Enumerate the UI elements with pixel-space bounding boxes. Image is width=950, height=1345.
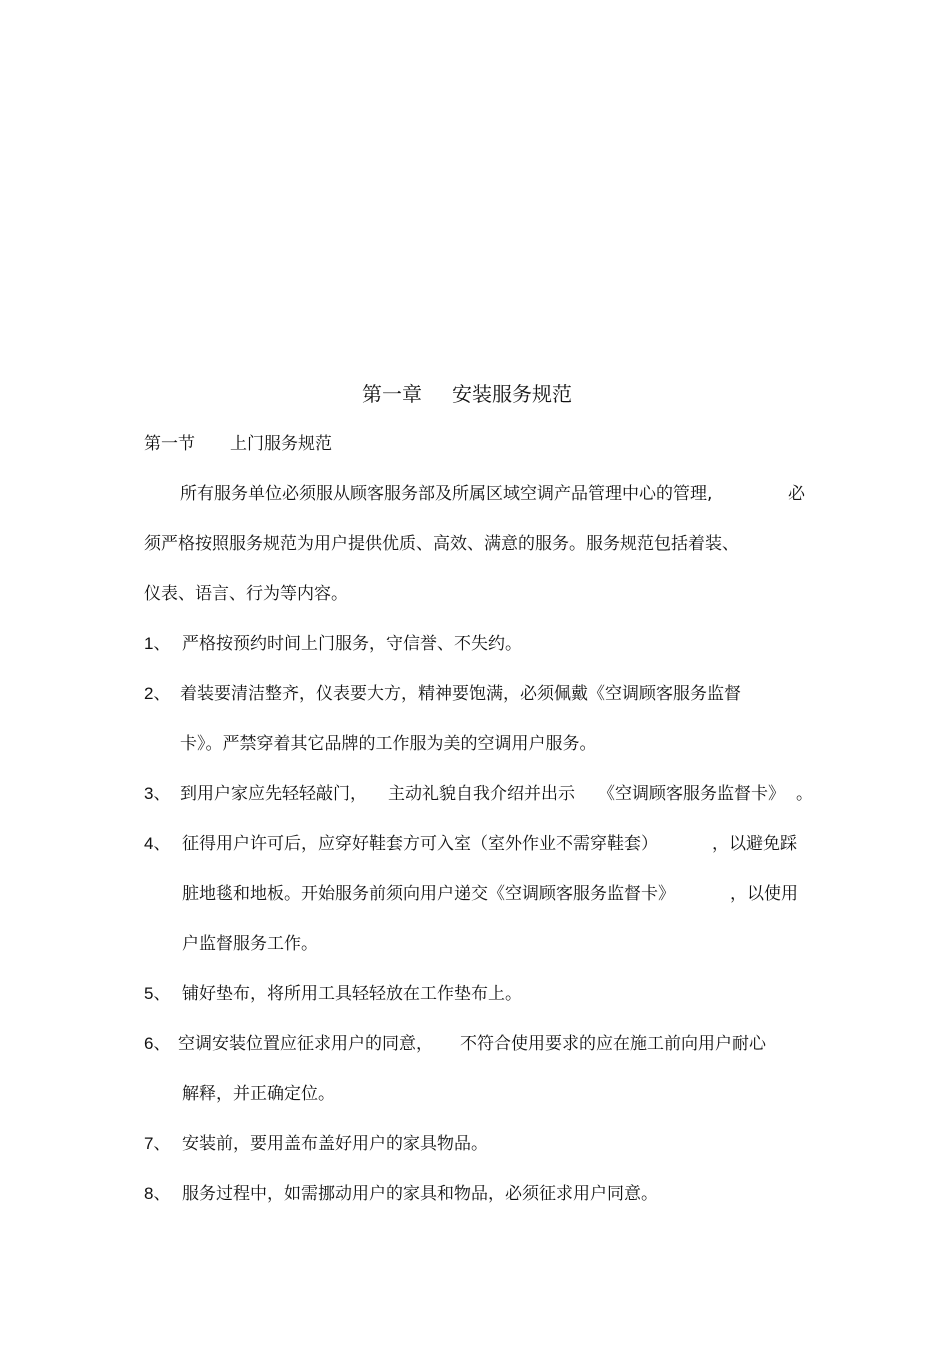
item-5-text: 铺好垫布，将所用工具轻轻放在工作垫布上。 [182, 984, 522, 1004]
item-6-text-part-2: 不符合使用要求的应在施工前向用户耐心 [460, 1034, 766, 1054]
section-title: 上门服务规范 [230, 434, 332, 454]
item-2-text-line-1: 着装要清洁整齐，仪表要大方，精神要饱满，必须佩戴《空调顾客服务监督 [180, 684, 741, 704]
item-4-text-line-3: 户监督服务工作。 [182, 934, 318, 954]
item-7-text: 安装前，要用盖布盖好用户的家具物品。 [182, 1134, 488, 1154]
section-label: 第一节 [144, 434, 195, 454]
item-3-text-part-1: 到用户家应先轻轻敲门， [180, 784, 367, 804]
item-4-number: 4、 [144, 834, 171, 853]
item-3-text-part-4: 。 [796, 784, 813, 804]
item-3-text-part-3: 《空调顾客服务监督卡》 [598, 784, 785, 804]
intro-line-1-end: 必 [788, 484, 805, 504]
item-4-text-line-2: 脏地毯和地板。开始服务前须向用户递交《空调顾客服务监督卡》 [182, 884, 675, 904]
item-5-number: 5、 [144, 984, 171, 1003]
item-6-text-part-1: 空调安装位置应征求用户的同意， [178, 1034, 433, 1054]
item-6-text-line-2: 解释，并正确定位。 [182, 1084, 335, 1104]
item-8-text: 服务过程中，如需挪动用户的家具和物品，必须征求用户同意。 [182, 1184, 658, 1204]
item-4-text-line-2-end: ，以使用 [730, 884, 798, 904]
item-4-text-line-1: 征得用户许可后，应穿好鞋套方可入室（室外作业不需穿鞋套） [182, 834, 658, 854]
intro-line-1: 所有服务单位必须服从顾客服务部及所属区域空调产品管理中心的管理, [180, 484, 713, 504]
intro-line-2: 须严格按照服务规范为用户提供优质、高效、满意的服务。服务规范包括着装、 [144, 534, 739, 554]
item-1-text: 严格按预约时间上门服务，守信誉、不失约。 [182, 634, 522, 654]
item-2-text-line-2: 卡》。严禁穿着其它品牌的工作服为美的空调用户服务。 [180, 734, 597, 754]
chapter-label: 第一章 [362, 382, 422, 406]
item-6-number: 6、 [144, 1034, 171, 1053]
item-2-number: 2、 [144, 684, 171, 703]
item-3-number: 3、 [144, 784, 171, 803]
intro-line-3: 仪表、语言、行为等内容。 [144, 584, 348, 604]
item-3-text-part-2: 主动礼貌自我介绍并出示 [388, 784, 575, 804]
item-4-text-line-1-end: ，以避免踩 [712, 834, 797, 854]
item-8-number: 8、 [144, 1184, 171, 1203]
chapter-title: 安装服务规范 [452, 382, 572, 406]
item-7-number: 7、 [144, 1134, 171, 1153]
item-1-number: 1、 [144, 634, 171, 653]
